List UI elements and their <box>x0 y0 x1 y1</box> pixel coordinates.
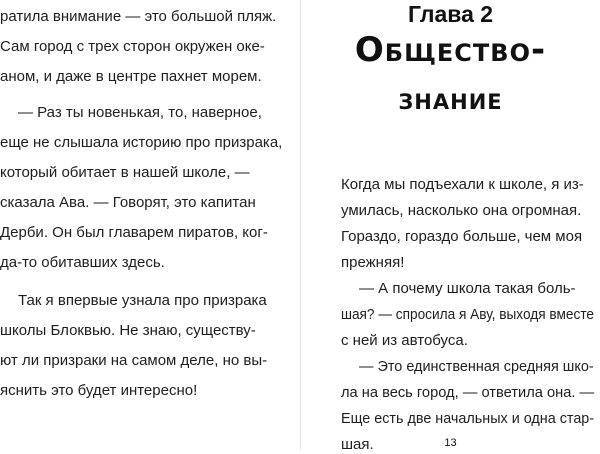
left-text-line: ют ли призраки на самом деле, но вы- <box>0 352 268 369</box>
left-text-line: — Раз ты новенькая, то, наверное, <box>18 104 262 121</box>
left-page <box>0 0 300 450</box>
left-text-line: аном, и даже в центре пахнет морем. <box>0 68 262 85</box>
right-text-line: — Это единственная средняя шко- <box>359 358 594 375</box>
right-text-line: — А почему школа такая боль- <box>359 280 576 297</box>
right-text-line: умилась, насколько она огромная. <box>341 202 582 219</box>
left-text-line: сказала Ава. — Говорят, это капитан <box>0 194 256 211</box>
right-text-line: Гораздо, гораздо больше, чем моя <box>341 228 583 245</box>
left-text-line: который обитает в нашей школе, — <box>0 164 250 181</box>
left-text-line: яснить это будет интересно! <box>0 382 198 399</box>
chapter-title-line-1: Общество- <box>354 30 547 70</box>
left-text-line: Дерби. Он был главарем пиратов, ког- <box>0 224 268 241</box>
left-text-line: Так я впервые узнала про призрака <box>18 292 267 309</box>
page-number: 13 <box>444 437 457 449</box>
right-page <box>301 0 600 453</box>
left-text-line: школы Блоквью. Не знаю, существу- <box>0 322 256 339</box>
right-text-line: Еще есть две начальных и одна стар- <box>341 410 595 427</box>
right-text-line: Когда мы подъехали к школе, я из- <box>341 176 584 193</box>
left-text-line: ратила внимание — это большой пляж. <box>0 8 277 25</box>
right-text-line: с ней из автобуса. <box>341 332 468 349</box>
chapter-label: Глава 2 <box>407 1 494 27</box>
chapter-title-line-2: знание <box>398 82 503 117</box>
right-text-line: шая. <box>341 436 374 453</box>
left-text-line: Сам город с трех сторон окружен оке- <box>0 38 265 55</box>
left-text-line: еще не слышала историю про призрака, <box>0 134 283 151</box>
right-text-line: ла на весь город, — ответила она. — <box>341 384 595 401</box>
left-text-line: да-то обитавших здесь. <box>0 254 165 271</box>
right-text-line: прежняя! <box>341 254 405 271</box>
right-text-line: шая? — спросила я Аву, выходя вместе <box>341 306 595 323</box>
